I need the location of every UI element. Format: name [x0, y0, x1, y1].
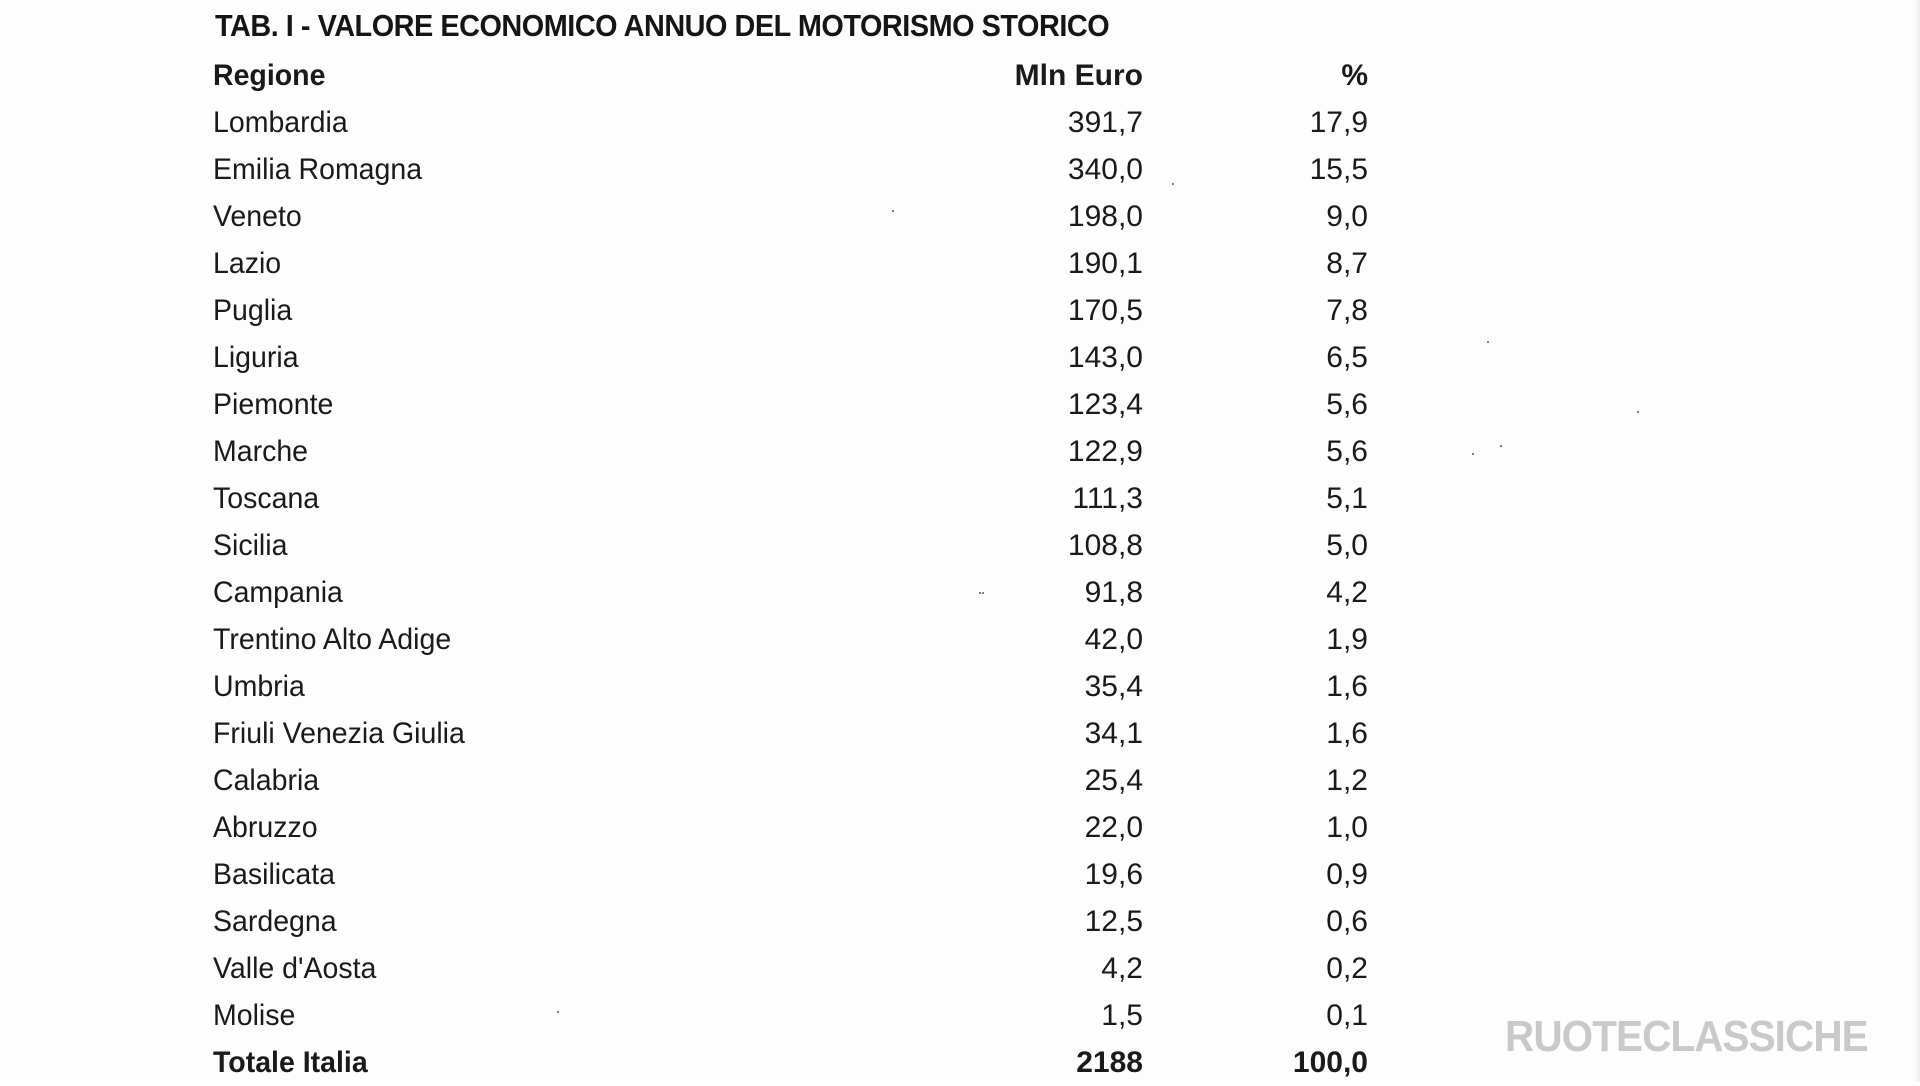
table-row — [213, 663, 1383, 710]
scan-speck — [557, 1011, 559, 1013]
table-row — [213, 240, 1383, 287]
percent-value: 5,6 — [1326, 388, 1368, 421]
region-name: Friuli Venezia Giulia — [213, 717, 465, 750]
region-name: Molise — [213, 999, 296, 1032]
region-name: Liguria — [213, 341, 299, 374]
mln-euro-value: 170,5 — [1067, 294, 1143, 327]
table-row — [213, 475, 1383, 522]
mln-euro-value: 91,8 — [1084, 576, 1143, 609]
scan-speck — [1487, 341, 1489, 343]
percent-value: 4,2 — [1326, 576, 1368, 609]
mln-euro-value: 123,4 — [1067, 388, 1143, 421]
region-name: Basilicata — [213, 858, 335, 891]
region-name: Valle d'Aosta — [213, 952, 377, 985]
table-row — [213, 522, 1383, 569]
percent-value: 15,5 — [1309, 153, 1368, 186]
total-percent: 100,0 — [1292, 1046, 1368, 1079]
percent-value: 1,6 — [1326, 717, 1368, 750]
mln-euro-value: 391,7 — [1067, 106, 1143, 139]
mln-euro-value: 42,0 — [1084, 623, 1143, 656]
table-total-row — [213, 1039, 1383, 1086]
mln-euro-value: 143,0 — [1067, 341, 1143, 374]
percent-value: 6,5 — [1326, 341, 1368, 374]
region-name: Toscana — [213, 482, 320, 515]
mln-euro-value: 19,6 — [1084, 858, 1143, 891]
mln-euro-value: 111,3 — [1072, 482, 1143, 515]
region-name: Trentino Alto Adige — [213, 623, 452, 656]
table-row — [213, 193, 1383, 240]
scan-speck — [979, 592, 981, 594]
scan-speck — [1472, 453, 1474, 455]
percent-value: 5,1 — [1326, 482, 1368, 515]
percent-value: 1,9 — [1326, 623, 1368, 656]
region-name: Lombardia — [213, 106, 348, 139]
percent-value: 7,8 — [1326, 294, 1368, 327]
region-name: Veneto — [213, 200, 302, 233]
table-row — [213, 804, 1383, 851]
region-name: Sardegna — [213, 905, 337, 938]
percent-value: 8,7 — [1326, 247, 1368, 280]
region-name: Sicilia — [213, 529, 288, 562]
region-name: Abruzzo — [213, 811, 318, 844]
table-row — [213, 287, 1383, 334]
scan-speck — [1500, 445, 1502, 447]
scan-edge-shadow — [1914, 0, 1920, 1081]
table-row — [213, 898, 1383, 945]
economic-value-table — [213, 52, 1383, 1086]
percent-value: 0,9 — [1326, 858, 1368, 891]
table-row — [213, 569, 1383, 616]
mln-euro-value: 4,2 — [1101, 952, 1143, 985]
table-row — [213, 616, 1383, 663]
percent-value: 1,0 — [1326, 811, 1368, 844]
table-row — [213, 710, 1383, 757]
header-mln-euro: Mln Euro — [1014, 59, 1143, 92]
table-body — [213, 99, 1383, 1039]
table-row — [213, 945, 1383, 992]
percent-value: 17,9 — [1309, 106, 1368, 139]
table-row — [213, 146, 1383, 193]
table-row — [213, 757, 1383, 804]
percent-value: 0,1 — [1326, 999, 1368, 1032]
mln-euro-value: 122,9 — [1067, 435, 1143, 468]
scan-speck — [1637, 411, 1639, 413]
total-mln-euro: 2188 — [1076, 1046, 1143, 1079]
region-name: Lazio — [213, 247, 282, 280]
ruoteclassiche-watermark: RUOTECLASSICHE — [1505, 1012, 1868, 1061]
percent-value: 5,0 — [1326, 529, 1368, 562]
mln-euro-value: 198,0 — [1067, 200, 1143, 233]
mln-euro-value: 25,4 — [1084, 764, 1143, 797]
total-label: Totale Italia — [213, 1046, 368, 1079]
mln-euro-value: 22,0 — [1084, 811, 1143, 844]
header-region: Regione — [213, 59, 326, 92]
header-percent: % — [1341, 59, 1368, 92]
scan-speck — [982, 592, 984, 594]
mln-euro-value: 1,5 — [1101, 999, 1143, 1032]
table-row — [213, 851, 1383, 898]
table-title: TAB. I - VALORE ECONOMICO ANNUO DEL MOTORISMO STORICO — [215, 8, 1110, 43]
table-row — [213, 992, 1383, 1039]
region-name: Calabria — [213, 764, 320, 797]
table-row — [213, 334, 1383, 381]
scan-speck — [1172, 183, 1174, 185]
mln-euro-value: 12,5 — [1084, 905, 1143, 938]
percent-value: 1,2 — [1326, 764, 1368, 797]
percent-value: 1,6 — [1326, 670, 1368, 703]
table-row — [213, 99, 1383, 146]
percent-value: 5,6 — [1326, 435, 1368, 468]
mln-euro-value: 108,8 — [1067, 529, 1143, 562]
percent-value: 0,2 — [1326, 952, 1368, 985]
table-row — [213, 428, 1383, 475]
region-name: Emilia Romagna — [213, 153, 423, 186]
region-name: Piemonte — [213, 388, 334, 421]
table-row — [213, 381, 1383, 428]
percent-value: 9,0 — [1326, 200, 1368, 233]
mln-euro-value: 340,0 — [1067, 153, 1143, 186]
region-name: Campania — [213, 576, 343, 609]
percent-value: 0,6 — [1326, 905, 1368, 938]
region-name: Puglia — [213, 294, 293, 327]
region-name: Umbria — [213, 670, 305, 703]
table-header-row — [213, 52, 1383, 99]
mln-euro-value: 35,4 — [1084, 670, 1143, 703]
mln-euro-value: 190,1 — [1067, 247, 1143, 280]
mln-euro-value: 34,1 — [1084, 717, 1143, 750]
region-name: Marche — [213, 435, 309, 468]
scan-speck — [892, 210, 894, 212]
